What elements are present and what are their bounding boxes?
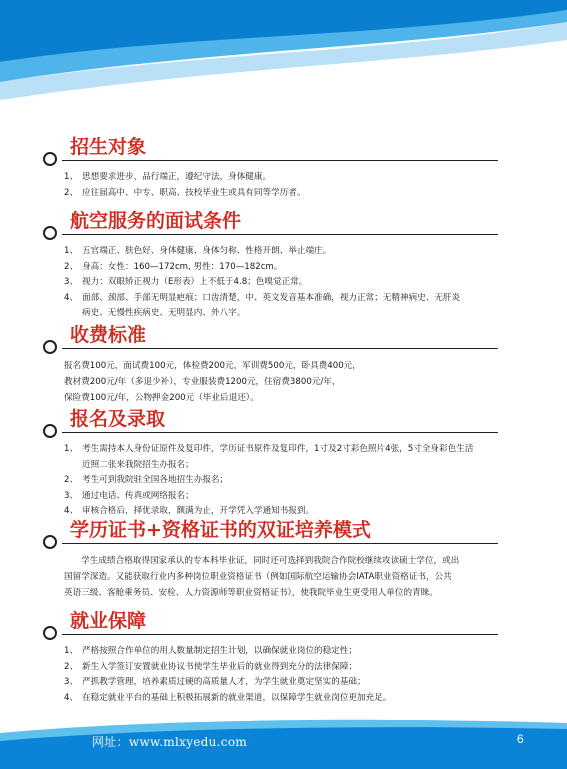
item-text: 在稳定就业平台的基础上积极拓展新的就业渠道，以保障学生就业岗位更加充足。 — [82, 692, 392, 703]
list-item — [0, 660, 567, 676]
section-dual-certificate — [0, 513, 567, 601]
list-item — [0, 489, 567, 505]
item-text: 五官端正、肤色好、身体健康、身体匀称、性格开朗、举止端庄。 — [82, 246, 332, 256]
bullet-circle-icon — [43, 152, 57, 166]
item-number: 2、 — [64, 261, 79, 272]
item-list — [0, 644, 567, 706]
section-title: 报名及录取 — [70, 408, 166, 430]
item-number: 4、 — [64, 292, 79, 303]
heading-underline — [62, 634, 498, 635]
heading-underline — [62, 160, 498, 161]
heading-underline — [62, 543, 498, 544]
section-title: 招生对象 — [70, 136, 147, 158]
item-number: 2、 — [64, 187, 79, 198]
footer-band — [0, 715, 567, 769]
bullet-circle-icon — [43, 340, 57, 354]
list-item — [0, 442, 567, 458]
item-text: 严格按照合作单位的用人数量制定招生计划，以确保就业岗位的稳定性； — [82, 646, 358, 656]
item-text: 通过电话、传真或网络报名； — [82, 490, 194, 501]
item-text: 考生可到我院驻全国各地招生办报名； — [82, 475, 229, 485]
paragraph-line: 教材费200元/年（多退少补），专业服装费1200元，住宿费3800元/年， — [64, 377, 341, 387]
item-number: 3、 — [64, 490, 79, 501]
item-text: 视力：双眼矫正视力（E形表）上不低于4.8；色嗅觉正常。 — [82, 277, 308, 287]
item-number: 3、 — [64, 277, 79, 287]
paragraph-line: 保险费100元/年，公物押金200元（毕业后退还）。 — [64, 393, 259, 403]
section-title: 就业保障 — [70, 610, 147, 632]
list-item — [0, 275, 567, 291]
list-item — [0, 691, 567, 707]
section-interview-requirements — [0, 204, 567, 322]
list-item — [0, 458, 567, 474]
section-enrollment-targets — [0, 130, 567, 201]
item-text: 思想要求进步，品行端正，遵纪守法，身体健康。 — [82, 172, 272, 182]
item-text: 审核合格后，择优录取，额满为止，开学凭入学通知书报到。 — [82, 506, 315, 516]
list-item — [0, 244, 567, 260]
section-heading — [0, 318, 567, 352]
section-heading — [0, 402, 567, 436]
item-number: 2、 — [64, 661, 79, 672]
section-heading — [0, 204, 567, 238]
item-text: 病史、无慢性疾病史、无明显内、外八字。 — [82, 308, 246, 318]
list-item — [0, 644, 567, 660]
top-wave-decoration — [0, 0, 567, 110]
item-number: 1、 — [64, 444, 79, 454]
paragraph-line: 报名费100元，面试费100元，体检费200元，军训费500元，卧具费400元， — [64, 361, 361, 371]
item-number: 1、 — [64, 246, 79, 256]
item-text: 近照二张来我院招生办报名； — [82, 459, 194, 470]
item-number: 1、 — [64, 646, 79, 656]
heading-underline — [62, 348, 498, 349]
item-text: 身高：女性：160—172cm, 男性：170—182cm。 — [82, 261, 283, 272]
item-list — [0, 170, 567, 201]
page-number: 6 — [517, 732, 524, 746]
section-fees — [0, 318, 567, 406]
section-title: 收费标准 — [70, 324, 147, 346]
paragraph-line: 英语三级、客舱乘务员、安检、人力资源师等职业资格证书），使我院毕业生更受用人单位的青睐。 — [64, 588, 438, 598]
bullet-circle-icon — [43, 535, 57, 549]
section-heading — [0, 604, 567, 638]
item-text: 新生入学签订安置就业协议书使学生毕业后的就业得到充分的法律保障； — [82, 661, 358, 672]
section-title: 航空服务的面试条件 — [70, 210, 242, 232]
item-text: 面部、颈部、手部无明显疤痕；口齿清楚，中、英文发音基本准确，视力正常；无精神病史、无肝炎 — [82, 292, 461, 303]
item-text: 严抓教学管理，培养素质过硬的高质量人才，为学生就业奠定坚实的基础； — [82, 677, 366, 687]
list-item — [0, 260, 567, 276]
paragraph-line: 国留学深造。又能获取行业内多种岗位职业资格证书（例如国际航空运输协会IATA职业资格证书，公共 — [64, 572, 452, 582]
item-number: 3、 — [64, 677, 79, 687]
section-heading — [0, 130, 567, 164]
item-list — [0, 244, 567, 322]
list-item — [0, 291, 567, 307]
footer-url[interactable]: 网址：www.mlxyedu.com — [92, 735, 248, 749]
paragraph — [0, 358, 567, 406]
bullet-circle-icon — [43, 626, 57, 640]
heading-underline — [62, 432, 498, 433]
section-title: 学历证书+资格证书的双证培养模式 — [70, 519, 371, 541]
section-employment-guarantee — [0, 604, 567, 706]
item-number: 4、 — [64, 506, 79, 516]
item-number: 1、 — [64, 172, 79, 182]
item-number: 2、 — [64, 475, 79, 485]
bullet-circle-icon — [43, 226, 57, 240]
heading-underline — [62, 234, 498, 235]
item-list — [0, 442, 567, 520]
section-heading — [0, 513, 567, 547]
item-text: 考生需持本人身份证原件及复印件，学历证书原件及复印件，1寸及2寸彩色照片4张，5寸全身彩色生活 — [82, 444, 474, 454]
paragraph — [0, 553, 567, 601]
list-item — [0, 473, 567, 489]
bullet-circle-icon — [43, 424, 57, 438]
paragraph-line: 学生成绩合格取得国家承认的专本科毕业证，同时还可选择到我院合作院校继续攻读硕士学位，或出 — [64, 556, 460, 566]
item-number: 4、 — [64, 692, 79, 703]
list-item — [0, 186, 567, 202]
list-item — [0, 675, 567, 691]
section-registration-admission — [0, 402, 567, 520]
list-item — [0, 170, 567, 186]
item-text: 应往届高中、中专、职高、技校毕业生或具有同等学历者。 — [82, 187, 306, 198]
